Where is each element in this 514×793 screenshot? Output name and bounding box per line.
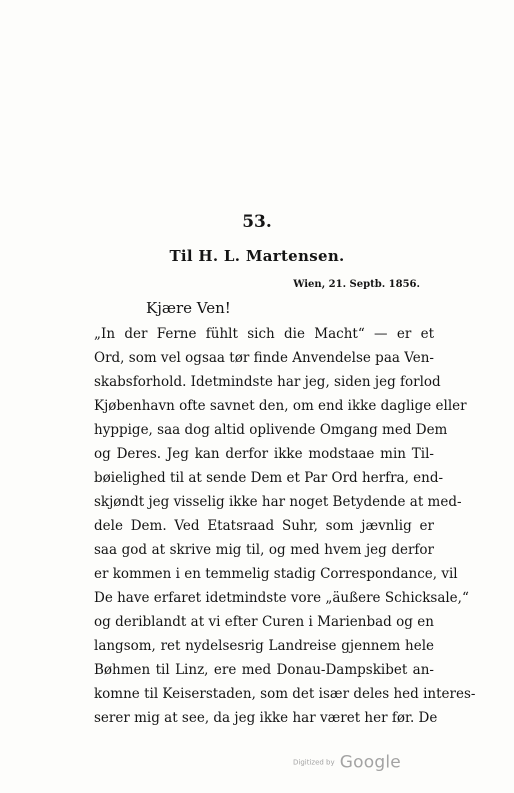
google-logo: Google — [339, 752, 401, 773]
body-line: og deriblandt at vi efter Curen i Marienbad og en — [94, 614, 434, 630]
body-line: bøielighed til at sende Dem et Par Ord herfra, end- — [94, 470, 444, 486]
letter-body — [94, 322, 476, 730]
body-line: Kjøbenhavn ofte savnet den, om end ikke daglige eller — [94, 398, 467, 414]
body-line: hyppige, saa dog altid oplivende Omgang med Dem — [94, 422, 448, 438]
body-line: serer mig at see, da jeg ikke har været her før. De — [94, 710, 438, 726]
body-line: saa god at skrive mig til, og med hvem jeg derfor — [94, 542, 434, 558]
body-line: skabsforhold. Idetmindste har jeg, siden jeg forlod — [94, 374, 441, 390]
body-line: skjøndt jeg visselig ikke har noget Betydende at med- — [94, 494, 462, 510]
body-line: De have erfaret idetmindste vore „äußere Schicksale,“ — [94, 590, 469, 606]
digitized-watermark — [293, 752, 401, 773]
body-line: er kommen i en temmelig stadig Correspondance, vil — [94, 566, 458, 582]
body-line: og Deres. Jeg kan derfor ikke modstaae min Til- — [94, 446, 434, 462]
letter-title: Til H. L. Martensen. — [169, 247, 345, 265]
letter-dateline: Wien, 21. Septb. 1856. — [293, 279, 420, 290]
body-line: „In der Ferne fühlt sich die Macht“ — er et — [94, 326, 434, 342]
body-line: langsom, ret nydelsesrig Landreise gjennem hele — [94, 638, 434, 654]
body-line: dele Dem. Ved Etatsraad Suhr, som jævnlig er — [94, 518, 434, 534]
body-line: Ord, som vel ogsaa tør finde Anvendelse paa Ven- — [94, 350, 434, 366]
digitized-label: Digitized by — [293, 758, 335, 767]
body-line: Bøhmen til Linz, ere med Donau-Dampskibet an- — [94, 662, 434, 678]
letter-number: 53. — [242, 212, 272, 232]
letter-salutation: Kjære Ven! — [146, 299, 231, 317]
body-line: komne til Keiserstaden, som det især deles hed interes- — [94, 686, 476, 702]
